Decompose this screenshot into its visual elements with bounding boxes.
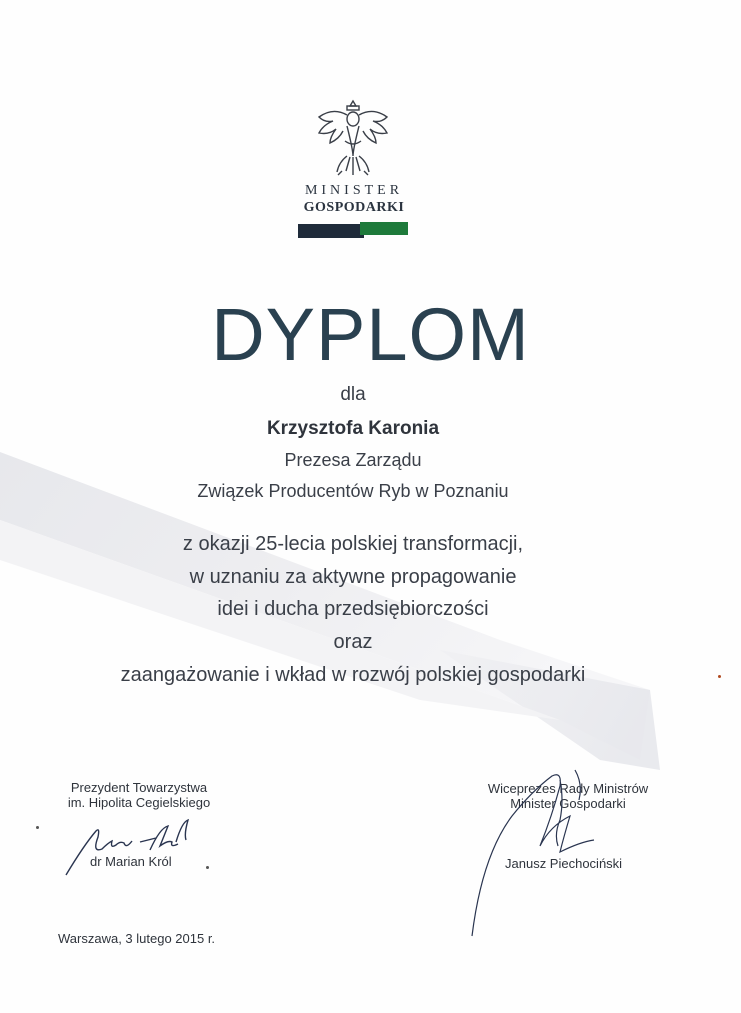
ministry-bar-green xyxy=(360,222,408,235)
right-signatory-title-2: Minister Gospodarki xyxy=(510,796,626,811)
citation-line-4: oraz xyxy=(333,631,373,653)
eagle-emblem-icon xyxy=(314,97,392,179)
citation-line-1: z okazji 25-lecia polskiej transformacji, xyxy=(182,533,524,555)
recipient-prefix: dla xyxy=(340,384,366,405)
citation-line-3: idei i ducha przedsiębiorczości xyxy=(217,598,489,620)
left-signatory-title-1: Prezydent Towarzystwa xyxy=(70,780,208,795)
recipient-name: Krzysztofa Karonia xyxy=(266,418,440,439)
right-signatory-title-1: Wiceprezes Rady Ministrów xyxy=(487,781,649,796)
scan-speck xyxy=(718,675,721,678)
recipient-position: Prezesa Zarządu xyxy=(284,450,422,470)
citation-line-5: zaangażowanie i wkład w rozwój polskiej gospodarki xyxy=(120,664,586,686)
scan-speck xyxy=(36,826,39,829)
place-date: Warszawa, 3 lutego 2015 r. xyxy=(58,931,216,946)
recipient-organization: Związek Producentów Ryb w Poznaniu xyxy=(197,481,509,501)
left-signatory-title-2: im. Hipolita Cegielskiego xyxy=(67,795,211,810)
right-signatory-name: Janusz Piechociński xyxy=(505,856,623,871)
scan-speck xyxy=(206,866,209,869)
ministry-title-line2: GOSPODARKI xyxy=(303,200,405,215)
citation-line-2: w uznaniu za aktywne propagowanie xyxy=(189,566,517,588)
ministry-title-line1: MINISTER xyxy=(304,183,404,198)
left-signatory-name: dr Marian Król xyxy=(90,854,172,869)
ministry-bar-dark xyxy=(298,224,364,238)
diploma-title: DYPLOM xyxy=(211,293,530,376)
